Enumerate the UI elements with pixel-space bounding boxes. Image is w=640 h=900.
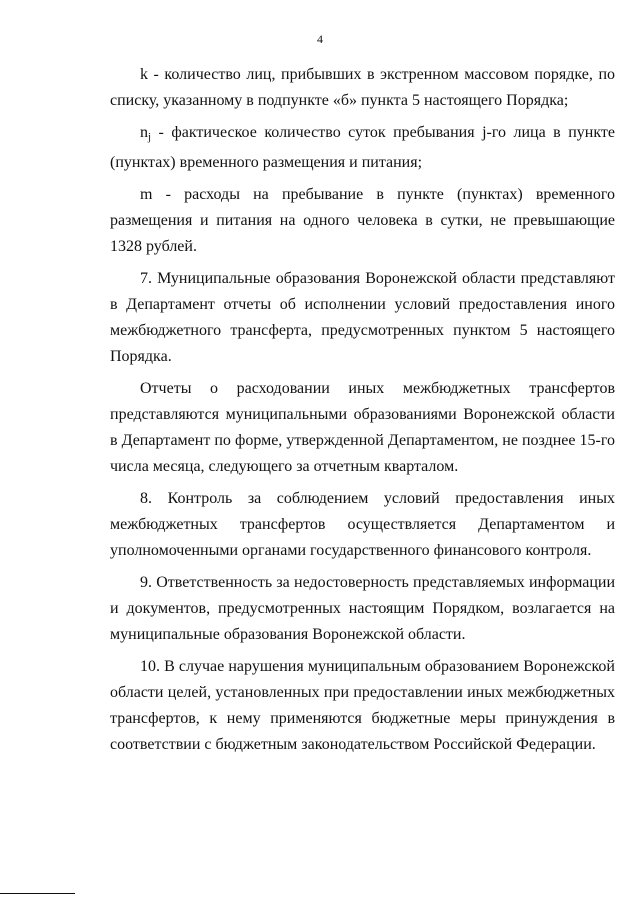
footer-rule — [0, 893, 75, 894]
paragraph-7-reports: Отчеты о расходовании иных межбюджетных трансфертов представляются муниципальными образованиями Воронежской области в Департамент по форме, утвержденной Департаментом, не позднее 15-го числа месяца, следующего за отчетным кварталом. — [110, 380, 615, 475]
paragraph-8: 8. Контроль за соблюдением условий предоставления иных межбюджетных трансфертов осуществляется Департаментом и уполномоченными органами государственного финансового контроля. — [110, 490, 615, 559]
page-number: 4 — [317, 32, 323, 46]
paragraph-9: 9. Ответственность за недостоверность представляемых информации и документов, предусмотренных настоящим Порядком, возлагается на муниципальные образования Воронежской области. — [110, 574, 615, 643]
paragraph-7: 7. Муниципальные образования Воронежской области представляют в Департамент отчеты об исполнении условий предоставления иного межбюджетного трансферта, предусмотренных пунктом 5 настоящего Порядка. — [110, 270, 615, 365]
definition-n — [110, 120, 615, 176]
symbol-m: m — [140, 186, 153, 203]
symbol-k: k — [140, 66, 148, 83]
paragraph-10: 10. В случае нарушения муниципальным образованием Воронежской области целей, установленных при предоставлении иных межбюджетных трансфертов, к нему применяются бюджетные меры принуждения в соответствии с бюджетным законодательством Российской Федерации. — [110, 658, 615, 753]
document-body — [110, 62, 615, 764]
definition-m-text: - расходы на пребывание в пункте (пунктах) временного размещения и питания на одного человека в сутки, не превышающие 1328 рублей. — [110, 186, 615, 255]
definition-m — [110, 182, 615, 260]
definition-k-text: - количество лиц, прибывших в экстренном массовом порядке, по списку, указанному в подпункте «б» пункта 5 настоящего Порядка; — [110, 66, 615, 109]
definition-n-text: - фактическое количество суток пребывания j-го лица в пункте (пунктах) временного размещения и питания; — [110, 124, 615, 171]
definition-k — [110, 62, 615, 114]
symbol-n: n — [140, 124, 148, 141]
symbol-n-subscript: j — [148, 131, 152, 143]
